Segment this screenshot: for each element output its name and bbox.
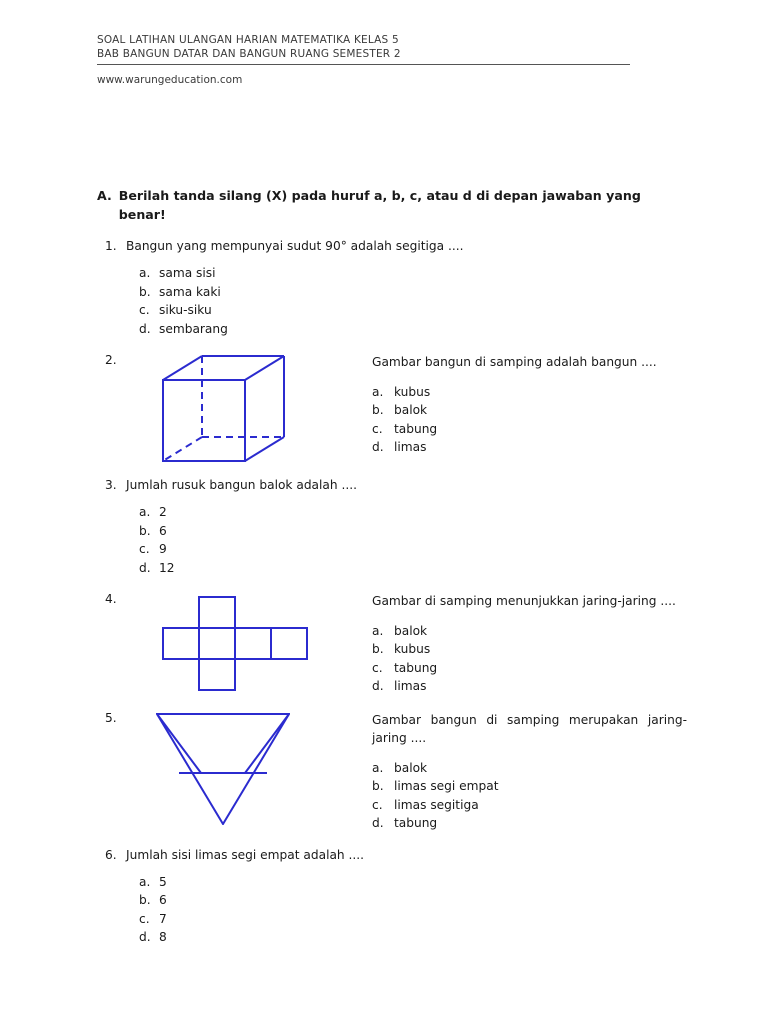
option-label: c. xyxy=(139,911,150,926)
option-label: b. xyxy=(139,893,151,907)
option-value: kubus xyxy=(394,384,431,399)
option-label: c. xyxy=(139,542,150,556)
prompt-column xyxy=(372,590,687,696)
option-b[interactable] xyxy=(372,640,687,659)
triangle-net-figure xyxy=(156,713,290,825)
option-label: b. xyxy=(372,779,384,793)
option-value: sama kaki xyxy=(159,284,221,299)
prompt-column xyxy=(372,709,687,833)
document-header xyxy=(97,33,637,86)
question-number: 5. xyxy=(105,710,117,725)
question-text: Jumlah sisi limas segi empat adalah .... xyxy=(126,847,365,862)
cube-figure xyxy=(162,355,287,463)
option-label: c. xyxy=(139,303,150,317)
question-3 xyxy=(97,476,687,577)
figure-column xyxy=(126,590,372,696)
option-label: b. xyxy=(139,284,151,299)
option-d[interactable] xyxy=(139,320,687,339)
option-value: sembarang xyxy=(159,321,228,336)
option-value: 6 xyxy=(159,523,167,538)
option-label: a. xyxy=(372,384,384,399)
cube-net-figure xyxy=(162,596,308,691)
option-label: b. xyxy=(372,642,384,656)
question-4 xyxy=(97,590,687,696)
option-a[interactable] xyxy=(139,503,687,522)
section-heading xyxy=(97,186,687,224)
section-instruction: Berilah tanda silang (X) pada huruf a, b, c, atau d di depan jawaban yang benar! xyxy=(118,188,641,222)
option-d[interactable] xyxy=(139,559,687,578)
figure-column xyxy=(126,709,372,833)
option-value: 2 xyxy=(159,505,167,519)
question-5 xyxy=(97,709,687,833)
option-value: limas segitiga xyxy=(394,797,479,812)
question-number: 1. xyxy=(105,239,117,253)
option-a[interactable] xyxy=(372,622,687,641)
header-title-line-2: BAB BANGUN DATAR DAN BANGUN RUANG SEMESTER 2 xyxy=(97,48,401,60)
option-label: a. xyxy=(139,266,151,280)
option-value: tabung xyxy=(394,816,438,830)
option-value: 12 xyxy=(159,560,175,575)
option-value: 7 xyxy=(159,911,167,926)
option-c[interactable] xyxy=(139,540,687,559)
option-label: a. xyxy=(139,505,151,519)
option-label: d. xyxy=(139,321,151,336)
question-number: 3. xyxy=(105,478,117,492)
option-c[interactable] xyxy=(372,420,687,439)
question-1 xyxy=(97,237,687,338)
option-label: c. xyxy=(372,797,383,812)
option-b[interactable] xyxy=(372,777,687,796)
option-value: balok xyxy=(394,760,428,775)
option-label: d. xyxy=(372,816,384,830)
option-value: balok xyxy=(394,623,428,638)
option-value: kubus xyxy=(394,642,431,656)
option-c[interactable] xyxy=(372,659,687,678)
option-label: c. xyxy=(372,660,383,675)
document-content xyxy=(97,186,687,947)
option-list xyxy=(126,503,687,577)
option-list xyxy=(372,383,687,457)
question-text: Gambar di samping menunjukkan jaring-jaring .... xyxy=(372,594,676,608)
option-a[interactable] xyxy=(372,383,687,402)
option-value: limas xyxy=(394,679,427,693)
option-value: balok xyxy=(394,403,428,417)
option-b[interactable] xyxy=(139,283,687,302)
option-label: d. xyxy=(139,560,151,575)
option-d[interactable] xyxy=(372,438,687,457)
option-label: d. xyxy=(139,930,151,944)
option-list xyxy=(372,622,687,696)
option-list xyxy=(126,264,687,338)
option-value: tabung xyxy=(394,660,438,675)
figure-column xyxy=(126,351,372,463)
header-divider xyxy=(97,64,630,65)
option-c[interactable] xyxy=(139,301,687,320)
question-number: 6. xyxy=(105,847,117,862)
option-value: 6 xyxy=(159,893,167,907)
question-2 xyxy=(97,351,687,463)
option-c[interactable] xyxy=(372,796,687,815)
option-value: limas xyxy=(394,440,427,454)
site-url: www.warungeducation.com xyxy=(97,74,243,86)
option-value: tabung xyxy=(394,421,438,436)
option-label: b. xyxy=(372,403,384,417)
question-text: Gambar bangun di samping merupakan jaring-jaring .... xyxy=(372,712,687,745)
question-text: Bangun yang mempunyai sudut 90° adalah segitiga .... xyxy=(126,239,464,253)
question-text: Jumlah rusuk bangun balok adalah .... xyxy=(126,478,357,492)
option-value: limas segi empat xyxy=(394,779,499,793)
option-list xyxy=(372,759,687,833)
option-value: siku-siku xyxy=(159,303,212,317)
option-d[interactable] xyxy=(139,928,687,947)
option-d[interactable] xyxy=(372,677,687,696)
option-label: d. xyxy=(372,440,384,454)
option-label: c. xyxy=(372,421,383,436)
option-list xyxy=(126,873,687,947)
option-label: b. xyxy=(139,523,151,538)
option-b[interactable] xyxy=(139,522,687,541)
option-value: 5 xyxy=(159,874,167,889)
section-letter: A. xyxy=(97,188,112,203)
option-value: 8 xyxy=(159,930,167,944)
question-number: 4. xyxy=(105,592,117,606)
option-b[interactable] xyxy=(139,891,687,910)
option-c[interactable] xyxy=(139,910,687,929)
option-b[interactable] xyxy=(372,401,687,420)
option-value: sama sisi xyxy=(159,266,216,280)
prompt-column xyxy=(372,351,687,463)
option-value: 9 xyxy=(159,542,167,556)
option-a[interactable] xyxy=(372,759,687,778)
question-text: Gambar bangun di samping adalah bangun .... xyxy=(372,355,657,369)
option-a[interactable] xyxy=(139,264,687,283)
header-title-line-1: SOAL LATIHAN ULANGAN HARIAN MATEMATIKA KELAS 5 xyxy=(97,34,399,46)
option-d[interactable] xyxy=(372,814,687,833)
option-label: a. xyxy=(372,760,384,775)
option-a[interactable] xyxy=(139,873,687,892)
option-label: a. xyxy=(139,874,151,889)
option-label: d. xyxy=(372,679,384,693)
question-number: 2. xyxy=(105,353,117,367)
question-6 xyxy=(97,846,687,947)
option-label: a. xyxy=(372,623,384,638)
